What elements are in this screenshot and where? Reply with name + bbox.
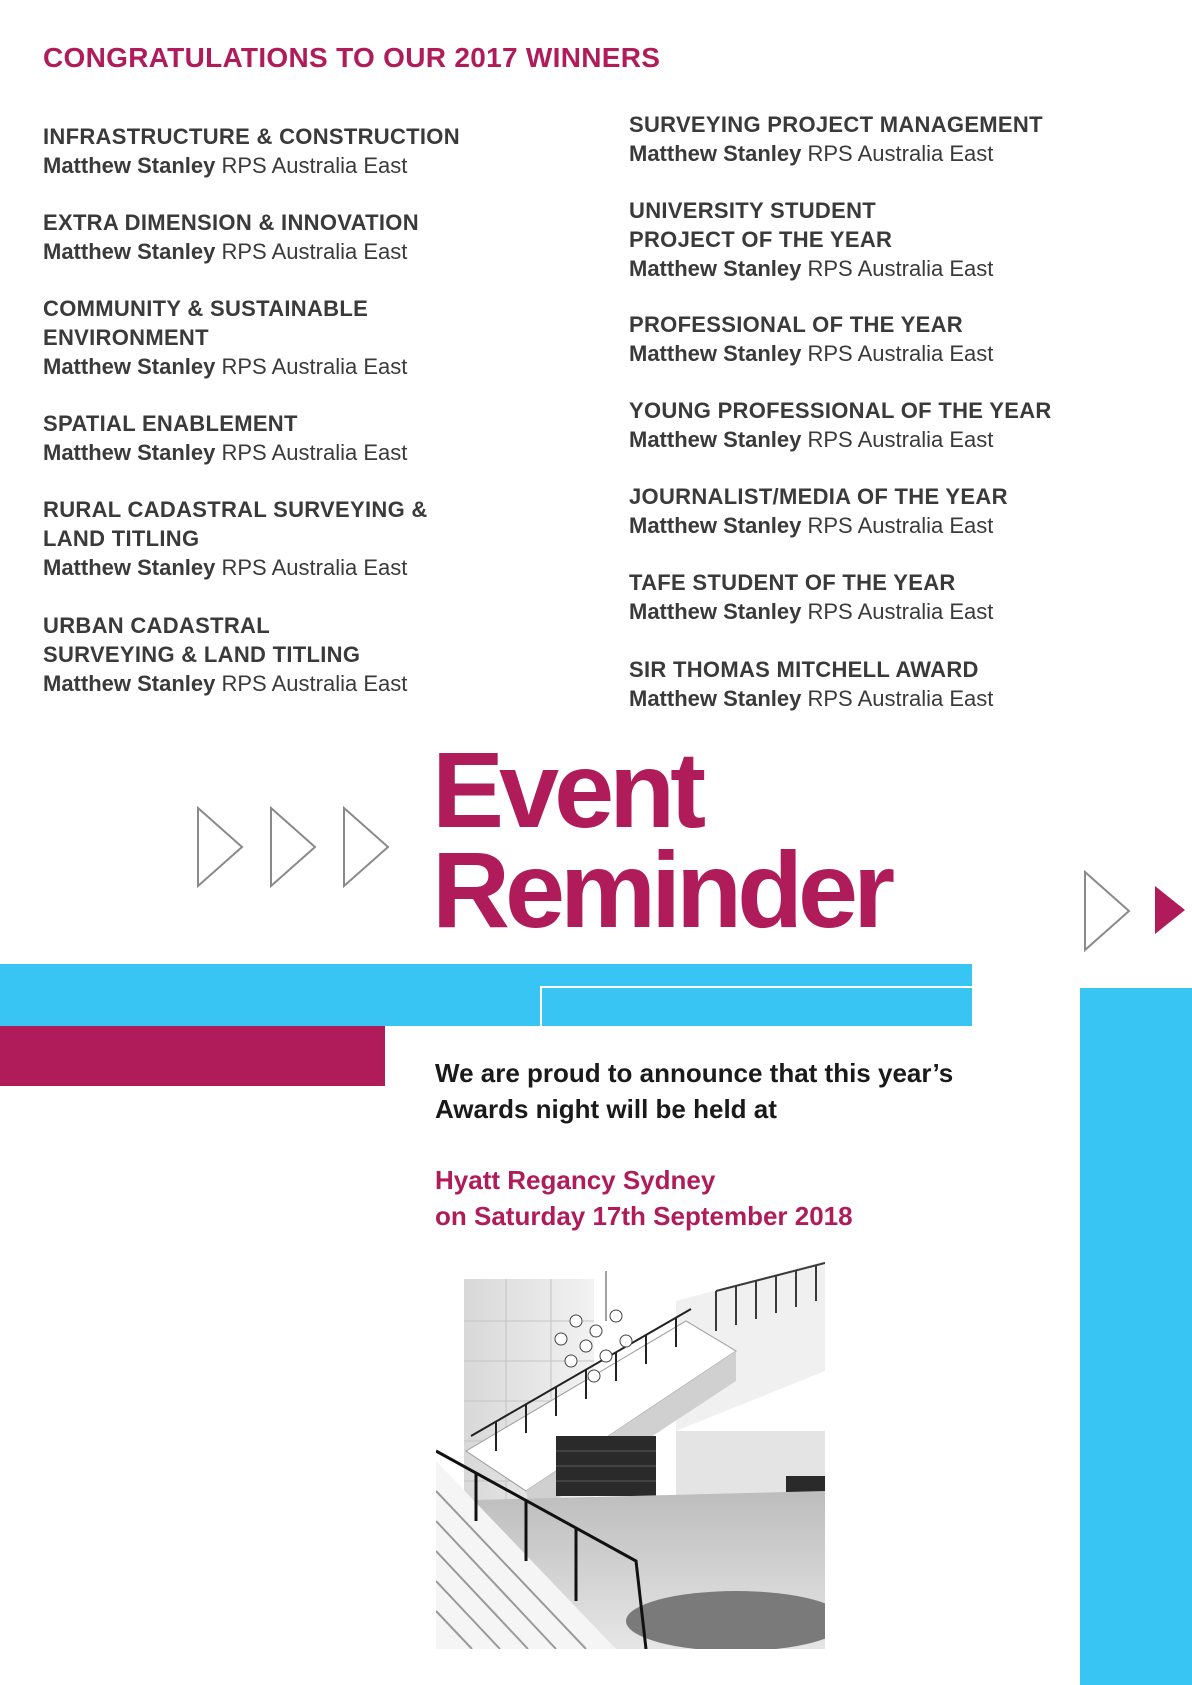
winner-name: Matthew Stanley bbox=[43, 239, 216, 264]
triangle-outline-icon bbox=[1083, 870, 1133, 952]
award-winner bbox=[629, 684, 993, 713]
winner-name: Matthew Stanley bbox=[629, 686, 802, 711]
award-category: SIR THOMAS MITCHELL AWARD bbox=[629, 657, 979, 682]
award-category: PROJECT OF THE YEAR bbox=[629, 227, 893, 252]
award-category: JOURNALIST/MEDIA OF THE YEAR bbox=[629, 484, 1008, 509]
award-category: RURAL CADASTRAL SURVEYING & bbox=[43, 497, 428, 522]
winner-name: Matthew Stanley bbox=[629, 141, 802, 166]
award-winner bbox=[629, 254, 993, 283]
award-winner bbox=[43, 237, 419, 266]
award-item bbox=[629, 655, 993, 713]
venue-line1: Hyatt Regancy Sydney bbox=[435, 1165, 716, 1195]
page-heading: CONGRATULATIONS TO OUR 2017 WINNERS bbox=[43, 42, 661, 73]
winner-name: Matthew Stanley bbox=[43, 153, 216, 178]
award-category: SPATIAL ENABLEMENT bbox=[43, 411, 298, 436]
winner-company: RPS Australia East bbox=[807, 427, 994, 452]
award-winner bbox=[43, 352, 407, 381]
cyan-side-bar bbox=[1080, 988, 1192, 1685]
winner-name: Matthew Stanley bbox=[629, 341, 802, 366]
award-category: URBAN CADASTRAL bbox=[43, 613, 270, 638]
award-item bbox=[629, 568, 993, 626]
winner-name: Matthew Stanley bbox=[629, 513, 802, 538]
winner-name: Matthew Stanley bbox=[43, 354, 216, 379]
winner-name: Matthew Stanley bbox=[43, 555, 216, 580]
venue-date-line: on Saturday 17th September 2018 bbox=[435, 1201, 853, 1231]
announcement-text bbox=[435, 1055, 1035, 1127]
award-category: EXTRA DIMENSION & INNOVATION bbox=[43, 210, 419, 235]
award-item bbox=[629, 482, 1008, 540]
award-category: TAFE STUDENT OF THE YEAR bbox=[629, 570, 956, 595]
winner-company: RPS Australia East bbox=[807, 686, 994, 711]
venue-photo-illustration bbox=[436, 1261, 825, 1649]
award-item bbox=[43, 122, 460, 180]
award-winner bbox=[43, 438, 407, 467]
event-reminder-title bbox=[432, 729, 891, 950]
award-winner bbox=[629, 597, 993, 626]
winner-company: RPS Australia East bbox=[221, 239, 408, 264]
award-item bbox=[629, 396, 1052, 454]
winner-name: Matthew Stanley bbox=[43, 671, 216, 696]
award-winner bbox=[629, 339, 993, 368]
event-title-line1: Event bbox=[432, 729, 702, 850]
award-winner bbox=[629, 139, 1043, 168]
winner-name: Matthew Stanley bbox=[629, 427, 802, 452]
award-category: SURVEYING PROJECT MANAGEMENT bbox=[629, 112, 1043, 137]
magenta-band bbox=[0, 1026, 385, 1086]
announcement-line1: We are proud to announce that this year’s bbox=[435, 1058, 954, 1088]
award-item bbox=[629, 310, 993, 368]
award-category: SURVEYING & LAND TITLING bbox=[43, 642, 361, 667]
award-category: YOUNG PROFESSIONAL OF THE YEAR bbox=[629, 398, 1052, 423]
winner-company: RPS Australia East bbox=[221, 153, 408, 178]
winner-name: Matthew Stanley bbox=[629, 599, 802, 624]
award-category: LAND TITLING bbox=[43, 526, 200, 551]
award-item bbox=[629, 110, 1043, 168]
award-winner bbox=[629, 511, 1008, 540]
award-category: COMMUNITY & SUSTAINABLE bbox=[43, 296, 369, 321]
award-winner bbox=[43, 151, 460, 180]
winner-name: Matthew Stanley bbox=[43, 440, 216, 465]
award-item bbox=[629, 196, 993, 283]
award-item bbox=[43, 294, 407, 381]
award-category: UNIVERSITY STUDENT bbox=[629, 198, 877, 223]
award-item bbox=[43, 208, 419, 266]
venue-photo bbox=[436, 1261, 825, 1649]
winner-company: RPS Australia East bbox=[221, 354, 408, 379]
winner-company: RPS Australia East bbox=[807, 256, 994, 281]
triangle-outline-icon bbox=[269, 806, 319, 888]
triangle-outline-icon bbox=[196, 806, 246, 888]
award-item bbox=[43, 409, 407, 467]
winner-company: RPS Australia East bbox=[221, 555, 408, 580]
winner-company: RPS Australia East bbox=[221, 440, 408, 465]
award-winner bbox=[629, 425, 1052, 454]
winner-company: RPS Australia East bbox=[807, 341, 994, 366]
venue-text bbox=[435, 1162, 1035, 1234]
award-item bbox=[43, 495, 428, 582]
award-winner bbox=[43, 553, 428, 582]
triangle-outline-icon bbox=[342, 806, 392, 888]
winner-name: Matthew Stanley bbox=[629, 256, 802, 281]
event-title-line2: Reminder bbox=[432, 829, 891, 950]
award-item bbox=[43, 611, 407, 698]
award-category: PROFESSIONAL OF THE YEAR bbox=[629, 312, 963, 337]
winner-company: RPS Australia East bbox=[807, 141, 994, 166]
winner-company: RPS Australia East bbox=[807, 599, 994, 624]
winner-company: RPS Australia East bbox=[807, 513, 994, 538]
cyan-band-outline bbox=[540, 986, 972, 1026]
award-category: INFRASTRUCTURE & CONSTRUCTION bbox=[43, 124, 460, 149]
announcement-line2: Awards night will be held at bbox=[435, 1094, 777, 1124]
award-winner bbox=[43, 669, 407, 698]
winner-company: RPS Australia East bbox=[221, 671, 408, 696]
triangle-filled-icon bbox=[1155, 886, 1187, 934]
award-category: ENVIRONMENT bbox=[43, 325, 209, 350]
